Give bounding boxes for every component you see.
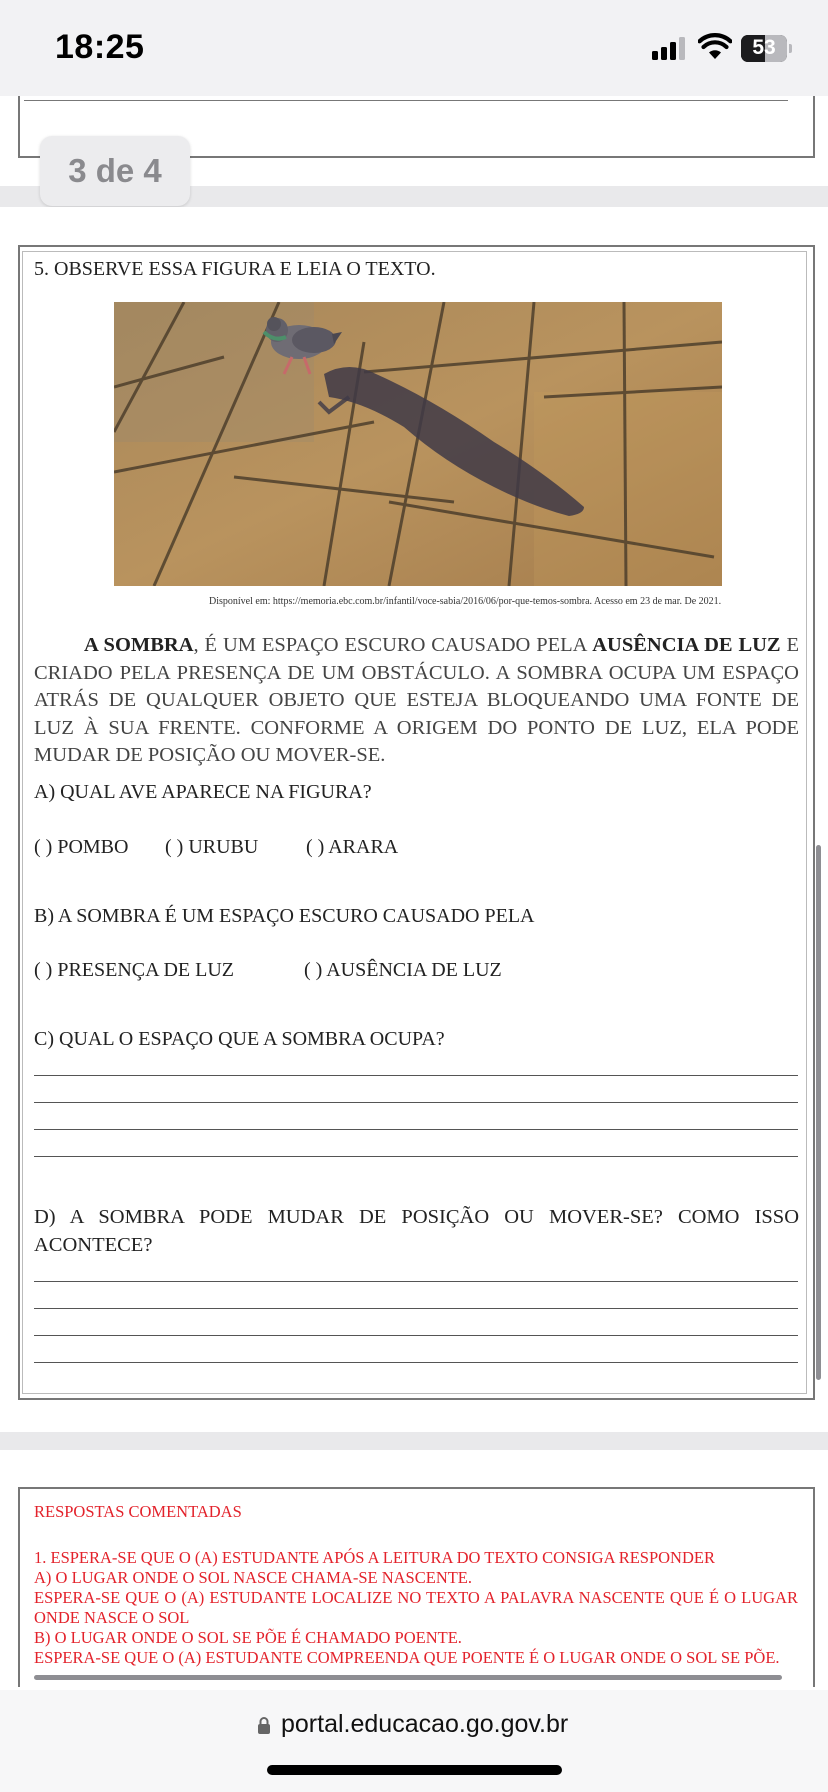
signal-icon bbox=[652, 36, 688, 60]
answer-line[interactable] bbox=[34, 1156, 798, 1157]
answer-line-1: 1. ESPERA-SE QUE O (A) ESTUDANTE APÓS A LEITURA DO TEXTO CONSIGA RESPONDER bbox=[34, 1548, 715, 1567]
answer-line[interactable] bbox=[34, 1308, 798, 1309]
answer-line[interactable] bbox=[34, 1362, 798, 1363]
text-bold-sombra: A SOMBRA bbox=[84, 634, 194, 656]
image-credit: Disponível em: https://memoria.ebc.com.br/infantil/voce-sabia/2016/06/por-que-temos-sombra. Acesso em 23 de mar. De 2021. bbox=[209, 596, 722, 607]
answer-line[interactable] bbox=[34, 1281, 798, 1282]
question-a: A) QUAL AVE APARECE NA FIGURA? bbox=[34, 781, 372, 803]
reading-text bbox=[34, 632, 799, 770]
answer-line[interactable] bbox=[34, 1335, 798, 1336]
clock: 18:25 bbox=[55, 28, 145, 66]
question-title: 5. OBSERVE ESSA FIGURA E LEIA O TEXTO. bbox=[34, 258, 436, 280]
lock-icon bbox=[257, 1716, 271, 1734]
option-arara[interactable]: ( ) ARARA bbox=[306, 836, 399, 858]
option-pombo[interactable]: ( ) POMBO bbox=[34, 836, 129, 858]
question-d: D) A SOMBRA PODE MUDAR DE POSIÇÃO OU MOVER-SE? COMO ISSO ACONTECE? bbox=[34, 1206, 799, 1256]
answer-line-3: ESPERA-SE QUE O (A) ESTUDANTE LOCALIZE NO TEXTO A PALAVRA NASCENTE QUE É O LUGAR ONDE NASCE O SOL bbox=[34, 1588, 798, 1627]
text-bold-ausencia: AUSÊNCIA DE LUZ bbox=[592, 634, 781, 656]
battery-level: 53 bbox=[752, 36, 776, 59]
pigeon-shadow-photo bbox=[114, 302, 722, 586]
answer-line[interactable] bbox=[34, 1129, 798, 1130]
option-ausencia-de-luz[interactable]: ( ) AUSÊNCIA DE LUZ bbox=[304, 959, 502, 981]
answer-line-5: ESPERA-SE QUE O (A) ESTUDANTE COMPREENDA QUE POENTE É O LUGAR ONDE O SOL SE PÕE. bbox=[34, 1648, 780, 1667]
text-part1: , É UM ESPAÇO ESCURO CAUSADO PELA bbox=[193, 634, 593, 656]
wifi-icon bbox=[698, 33, 732, 61]
status-bar bbox=[0, 0, 828, 96]
answer-line[interactable] bbox=[34, 1075, 798, 1076]
option-presenca-de-luz[interactable]: ( ) PRESENÇA DE LUZ bbox=[34, 959, 234, 981]
url-text[interactable]: portal.educacao.go.gov.br bbox=[281, 1710, 569, 1738]
home-indicator[interactable] bbox=[267, 1765, 562, 1775]
horizontal-scrollbar[interactable] bbox=[34, 1675, 782, 1680]
option-urubu[interactable]: ( ) URUBU bbox=[165, 836, 259, 858]
text-part2: E CRIADO PELA PRESENÇA DE UM OBSTÁCULO. A SOMBRA OCUPA UM ESPAÇO ATRÁS DE QUALQUER OBJETO QUE ESTEJA BLOQUEANDO UMA FONTE DE LUZ À SUA FRENTE. CONFORME A ORIGEM DO PONTO DE LUZ, ELA PODE MUDAR DE POSIÇÃO OU MOVER-SE. bbox=[34, 634, 800, 766]
answer-line[interactable] bbox=[34, 1102, 798, 1103]
question-c: C) QUAL O ESPAÇO QUE A SOMBRA OCUPA? bbox=[34, 1028, 445, 1050]
vertical-scrollbar[interactable] bbox=[816, 845, 821, 1380]
answer-line bbox=[24, 100, 788, 101]
page-indicator: 3 de 4 bbox=[40, 136, 190, 206]
browser-address-bar[interactable] bbox=[0, 1690, 828, 1792]
answer-line-2: A) O LUGAR ONDE O SOL NASCE CHAMA-SE NASCENTE. bbox=[34, 1568, 473, 1587]
answer-line-4: B) O LUGAR ONDE O SOL SE PÕE É CHAMADO POENTE. bbox=[34, 1628, 462, 1647]
question-b: B) A SOMBRA É UM ESPAÇO ESCURO CAUSADO PELA bbox=[34, 905, 535, 927]
battery-icon bbox=[741, 35, 793, 62]
answers-title: RESPOSTAS COMENTADAS bbox=[34, 1502, 242, 1521]
